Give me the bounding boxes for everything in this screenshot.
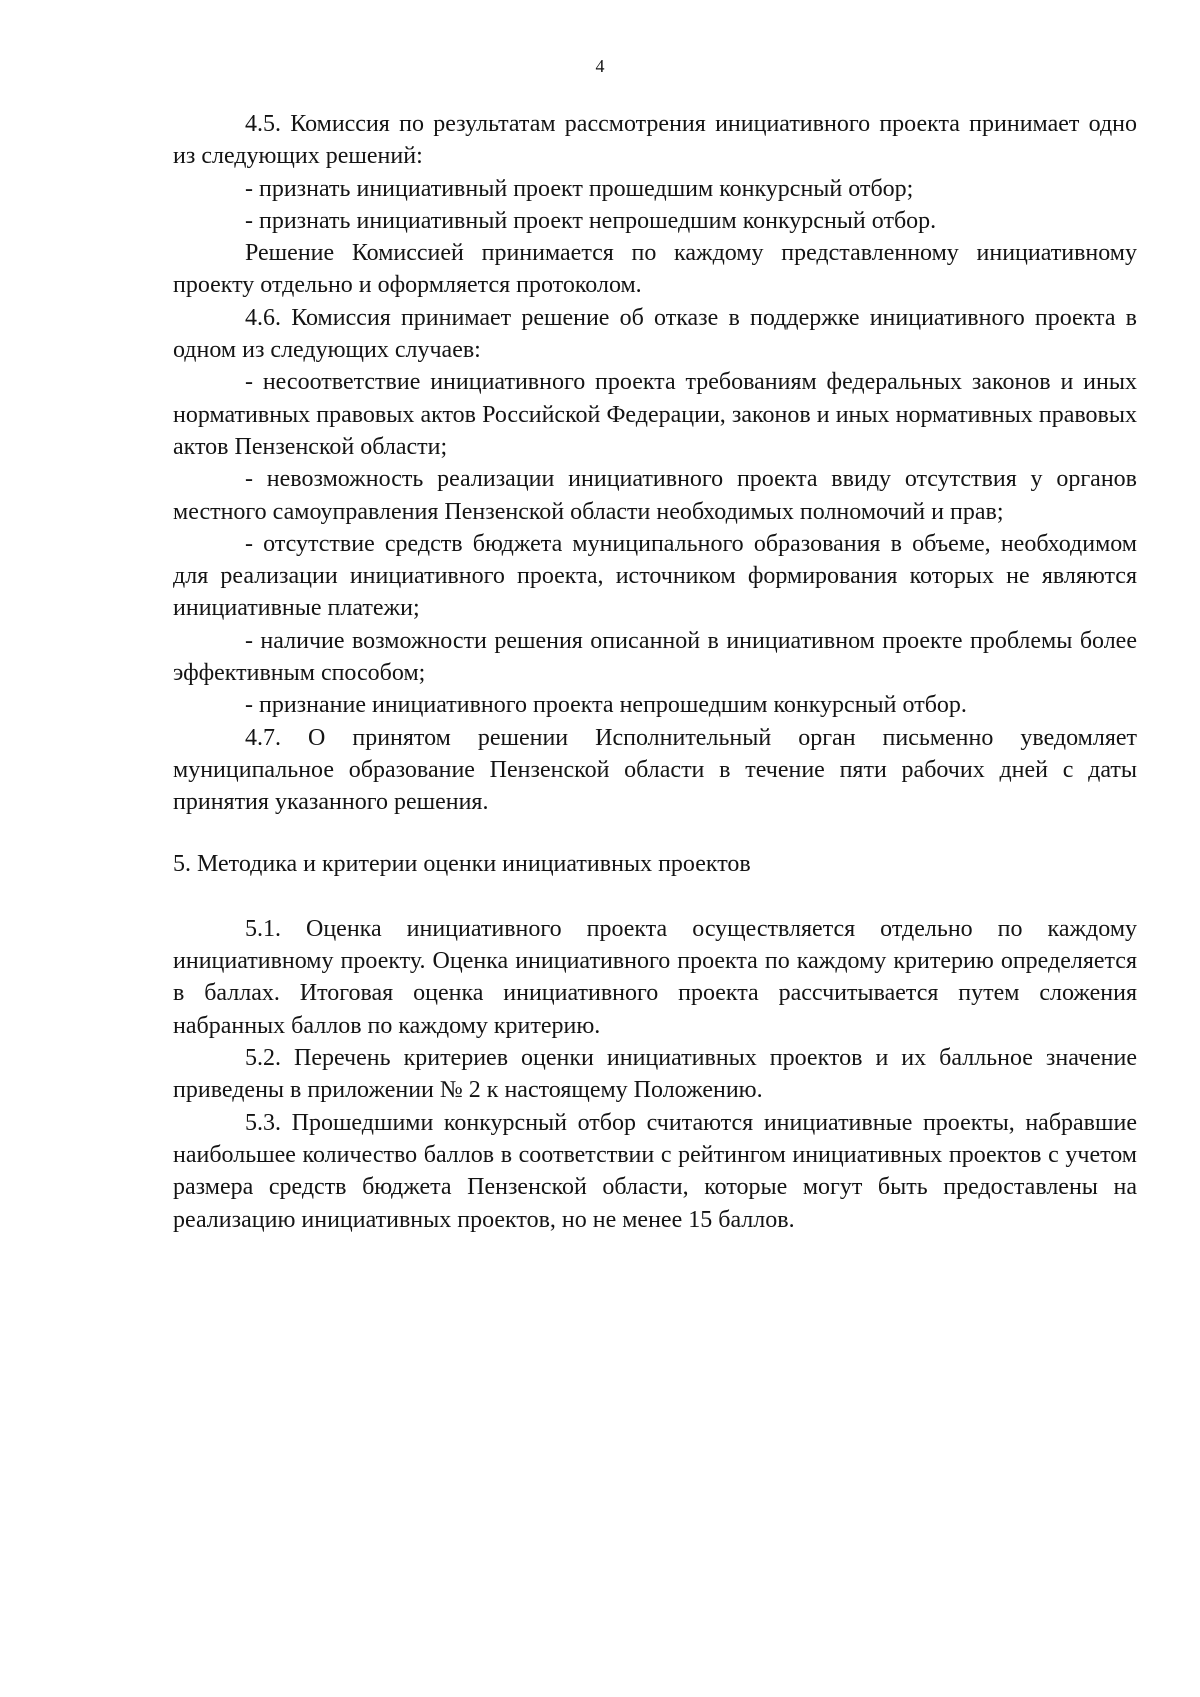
paragraph-5-3: 5.3. Прошедшими конкурсный отбор считаются инициативные проекты, набравшие наибольшее количество баллов в соответствии с рейтингом инициативных проектов с учетом размера средств бюджета Пензенской области, которые могут быть предоставлены на реализацию инициативных проектов, но не менее 15 баллов. [173, 1109, 1137, 1233]
refusal-reason-not-passed: - признание инициативного проекта непрошедшим конкурсный отбор. [245, 692, 967, 719]
decision-option-passed: - признать инициативный проект прошедшим конкурсный отбор; [245, 175, 914, 202]
paragraph-5-1: 5.1. Оценка инициативного проекта осуществляется отдельно по каждому инициативному проекту. Оценка инициативного проекта по каждому критерию определяется в баллах. Итоговая оценка инициативного проекта рассчитывается путем сложения набранных баллов по каждому критерию. [173, 915, 1137, 1039]
paragraph-4-7: 4.7. О принятом решении Исполнительный орган письменно уведомляет муниципальное образование Пензенской области в течение пяти рабочих дней с даты принятия указанного решения. [173, 724, 1137, 816]
decision-option-not-passed: - признать инициативный проект непрошедшим конкурсный отбор. [245, 207, 937, 234]
paragraph-5-2: 5.2. Перечень критериев оценки инициативных проектов и их балльное значение приведены в приложении № 2 к настоящему Положению. [173, 1045, 1137, 1104]
section-5-heading: 5. Методика и критерии оценки инициативных проектов [173, 850, 751, 877]
refusal-reason-nonconformity: - несоответствие инициативного проекта требованиям федеральных законов и иных нормативных правовых актов Российской Федерации, законов и иных нормативных правовых актов Пензенской области; [173, 369, 1137, 460]
document-body [173, 108, 1137, 1236]
refusal-reason-no-authority: - невозможность реализации инициативного проекта ввиду отсутствия у органов местного самоуправления Пензенской области необходимых полномочий и прав; [173, 466, 1137, 525]
paragraph-4-5: 4.5. Комиссия по результатам рассмотрения инициативного проекта принимает одно из следующих решений: [173, 111, 1137, 170]
paragraph-decision-protocol: Решение Комиссией принимается по каждому представленному инициативному проекту отдельно и оформляется протоколом. [173, 240, 1137, 299]
paragraph-4-6: 4.6. Комиссия принимает решение об отказе в поддержке инициативного проекта в одном из следующих случаев: [173, 304, 1137, 364]
page-number: 4 [595, 56, 605, 76]
refusal-reason-better-solution: - наличие возможности решения описанной в инициативном проекте проблемы более эффективным способом; [173, 627, 1137, 687]
refusal-reason-no-funds: - отсутствие средств бюджета муниципального образования в объеме, необходимом для реализации инициативного проекта, источником формирования которых не являются инициативные платежи; [173, 530, 1137, 622]
